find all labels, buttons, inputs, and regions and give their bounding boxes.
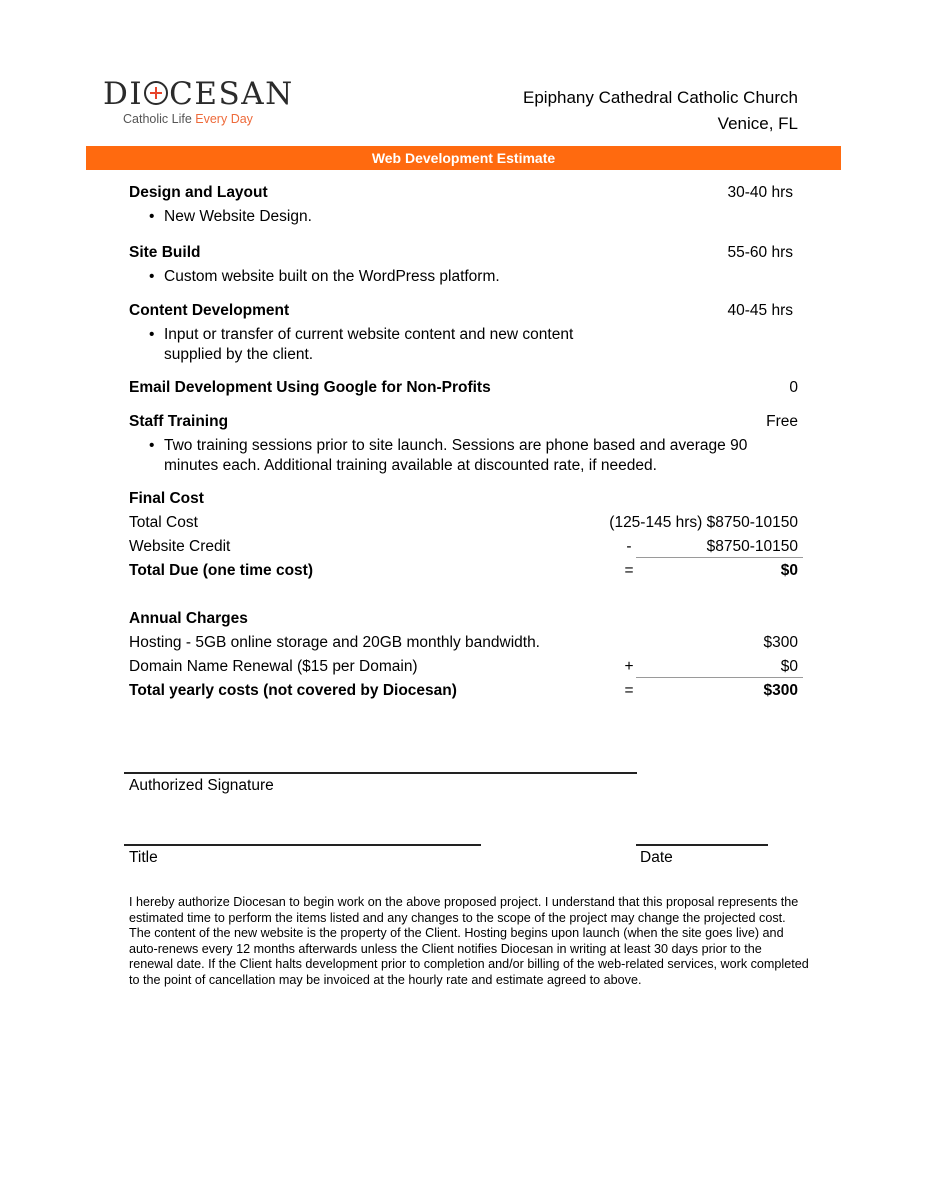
annual-heading	[129, 609, 798, 629]
bullet-icon: •	[149, 208, 155, 225]
row-label: Hosting - 5GB online storage and 20GB monthly bandwidth.	[129, 634, 540, 651]
item-value: Free	[766, 413, 798, 430]
item-bullet	[149, 436, 769, 475]
bullet-text: Custom website built on the WordPress platform.	[164, 268, 500, 285]
title-line[interactable]	[124, 844, 481, 846]
bullet-text: Input or transfer of current website content and new content supplied by the client.	[164, 326, 574, 363]
item-content-development	[129, 301, 798, 321]
item-site-build	[129, 243, 798, 263]
client-block	[523, 85, 798, 137]
bullet-icon: •	[149, 437, 155, 454]
row-value: $300	[763, 682, 798, 699]
estimate-banner: Web Development Estimate	[86, 146, 841, 170]
client-name: Epiphany Cathedral Catholic Church	[523, 88, 798, 107]
final-cost-row-due	[129, 561, 798, 581]
tagline-accent: Every Day	[195, 112, 253, 126]
date-label: Date	[640, 849, 673, 866]
item-bullet	[149, 267, 769, 287]
authorization-terms: I hereby authorize Diocesan to begin work on the above proposed project. I understand that this proposal represents the estimated time to perform the items listed and any changes to the scope of the project may change the projected cost. The content of the new website is the property of the Client. Hosting begins upon launch (when the site goes live) and auto-renews every 12 months afterwards unless the Client notifies Diocesan in writing at least 30 days prior to the renewal date. If the Client halts development prior to completion and/or billing of the web-related services, work completed to the point of cancellation may be invoiced at the hourly rate and estimate agreed to above.	[129, 895, 809, 987]
client-location: Venice, FL	[717, 114, 798, 133]
item-value: 0	[789, 379, 798, 396]
row-label: Website Credit	[129, 538, 231, 555]
row-value: $0	[780, 562, 798, 579]
row-label: Domain Name Renewal ($15 per Domain)	[129, 658, 418, 675]
date-line[interactable]	[636, 844, 768, 846]
item-hours: 30-40 hrs	[727, 184, 793, 201]
final-cost-row-total	[129, 513, 798, 533]
logo-wordmark-suffix: CESAN	[169, 76, 294, 112]
title-label: Title	[129, 849, 158, 866]
item-title: Site Build	[129, 244, 201, 261]
annual-row-domain	[129, 657, 798, 677]
item-title: Staff Training	[129, 413, 229, 430]
item-staff-training	[129, 412, 798, 432]
item-bullet	[149, 207, 769, 227]
bullet-text: New Website Design.	[164, 208, 312, 225]
authorized-signature-label: Authorized Signature	[129, 777, 274, 794]
item-bullet	[149, 325, 609, 364]
subtotal-rule	[636, 677, 803, 678]
row-value: $8750-10150	[706, 538, 798, 555]
item-title: Content Development	[129, 302, 290, 319]
signature-line[interactable]	[124, 772, 637, 774]
row-label: Total Cost	[129, 514, 198, 531]
diocesan-logo	[103, 78, 293, 126]
item-title: Email Development Using Google for Non-Profits	[129, 379, 491, 396]
row-operator: +	[624, 658, 634, 675]
item-email-development	[129, 378, 798, 398]
subtotal-rule	[636, 557, 803, 558]
logo-tagline	[103, 112, 293, 126]
row-value: $300	[763, 634, 798, 651]
section-heading: Final Cost	[129, 490, 204, 507]
row-value: (125-145 hrs) $8750-10150	[609, 514, 798, 531]
item-hours: 40-45 hrs	[727, 302, 793, 319]
row-label: Total yearly costs (not covered by Diocesan)	[129, 682, 457, 699]
item-hours: 55-60 hrs	[727, 244, 793, 261]
cross-circle-icon	[144, 81, 168, 105]
row-operator: -	[626, 538, 632, 555]
bullet-icon: •	[149, 268, 155, 285]
bullet-text: Two training sessions prior to site launch. Sessions are phone based and average 90 minutes each. Additional training available at discounted rate, if needed.	[164, 437, 748, 474]
row-value: $0	[780, 658, 798, 675]
annual-row-total	[129, 681, 798, 701]
logo-wordmark-prefix: DI	[103, 76, 144, 112]
item-design-layout	[129, 183, 798, 203]
annual-row-hosting	[129, 633, 798, 653]
row-operator: =	[624, 562, 634, 579]
section-heading: Annual Charges	[129, 610, 248, 627]
item-title: Design and Layout	[129, 184, 268, 201]
logo-wordmark	[103, 78, 293, 110]
tagline-plain: Catholic Life	[123, 112, 196, 126]
final-cost-heading	[129, 489, 798, 509]
row-operator: =	[624, 682, 634, 699]
row-label: Total Due (one time cost)	[129, 562, 314, 579]
final-cost-row-credit	[129, 537, 798, 557]
bullet-icon: •	[149, 326, 155, 343]
